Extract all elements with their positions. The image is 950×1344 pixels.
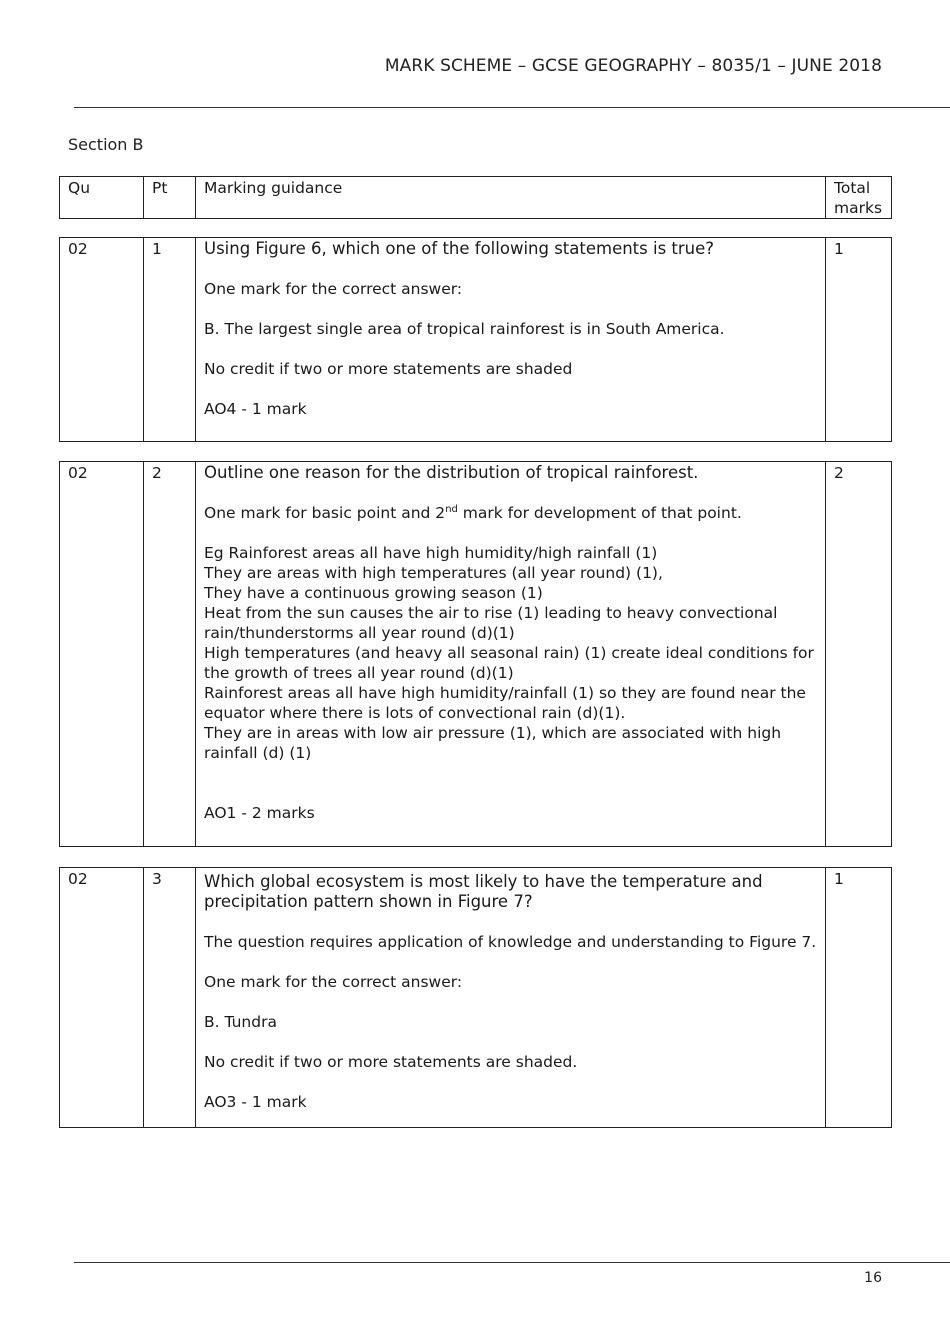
table-row: [60, 868, 892, 1128]
footer-divider: [74, 1262, 950, 1263]
guidance-line: One mark for the correct answer:: [204, 280, 463, 298]
marking-guidance-cell: [196, 868, 826, 1128]
assessment-objective: AO1 - 2 marks: [204, 804, 315, 822]
guidance-line: One mark for basic point and 2nd mark for development of that point.: [204, 503, 742, 522]
question-table-02-3: [59, 867, 892, 1128]
assessment-objective: AO3 - 1 mark: [204, 1093, 307, 1111]
table-row: [60, 462, 892, 847]
list-item: High temperatures (and heavy all seasonal rain) (1) create ideal conditions for the growth of trees all year round (d)(1): [204, 644, 814, 682]
list-item: They are in areas with low air pressure (1), which are associated with high rainfall (d) (1): [204, 724, 782, 762]
column-header-row: [60, 177, 892, 219]
list-item: Heat from the sun causes the air to rise (1) leading to heavy convectional rain/thunderstorms all year round (d)(1): [204, 604, 778, 642]
question-number: 02: [60, 238, 144, 442]
guidance-line: No credit if two or more statements are shaded.: [204, 1053, 578, 1071]
question-table-02-2: [59, 461, 892, 847]
question-part: 1: [144, 238, 196, 442]
question-number: 02: [60, 462, 144, 847]
list-item: Eg Rainforest areas all have high humidity/high rainfall (1): [204, 544, 658, 562]
column-header-total-marks: Total marks: [826, 177, 892, 219]
question-text: Outline one reason for the distribution of tropical rainforest.: [204, 463, 699, 482]
column-header-guidance: Marking guidance: [196, 177, 826, 219]
question-part: 2: [144, 462, 196, 847]
total-marks: 1: [826, 238, 892, 442]
marking-guidance-cell: [196, 238, 826, 442]
question-text: Using Figure 6, which one of the following statements is true?: [204, 239, 715, 258]
guidance-line: No credit if two or more statements are shaded: [204, 360, 573, 378]
header-divider: [74, 107, 950, 108]
list-item: Rainforest areas all have high humidity/rainfall (1) so they are found near the equator where there is lots of convectional rain (d)(1).: [204, 684, 806, 722]
total-marks: 1: [826, 868, 892, 1128]
document-header-title: MARK SCHEME – GCSE GEOGRAPHY – 8035/1 – JUNE 2018: [384, 56, 882, 76]
question-part: 3: [144, 868, 196, 1128]
assessment-objective: AO4 - 1 mark: [204, 400, 307, 418]
total-marks: 2: [826, 462, 892, 847]
correct-answer: B. Tundra: [204, 1013, 277, 1031]
column-header-table: [59, 176, 892, 219]
question-text: Which global ecosystem is most likely to have the temperature and precipitation pattern shown in Figure 7?: [204, 872, 763, 911]
page-number: 16: [864, 1270, 882, 1286]
list-item: They are areas with high temperatures (all year round) (1),: [204, 564, 663, 582]
table-row: [60, 238, 892, 442]
marking-guidance-cell: [196, 462, 826, 847]
column-header-pt: Pt: [144, 177, 196, 219]
list-item: They have a continuous growing season (1): [204, 584, 543, 602]
column-header-qu: Qu: [60, 177, 144, 219]
question-number: 02: [60, 868, 144, 1128]
section-label: Section B: [68, 135, 144, 154]
guidance-line: The question requires application of knowledge and understanding to Figure 7.: [204, 933, 817, 951]
correct-answer: B. The largest single area of tropical rainforest is in South America.: [204, 320, 725, 338]
question-table-02-1: [59, 237, 892, 442]
guidance-line: One mark for the correct answer:: [204, 973, 463, 991]
